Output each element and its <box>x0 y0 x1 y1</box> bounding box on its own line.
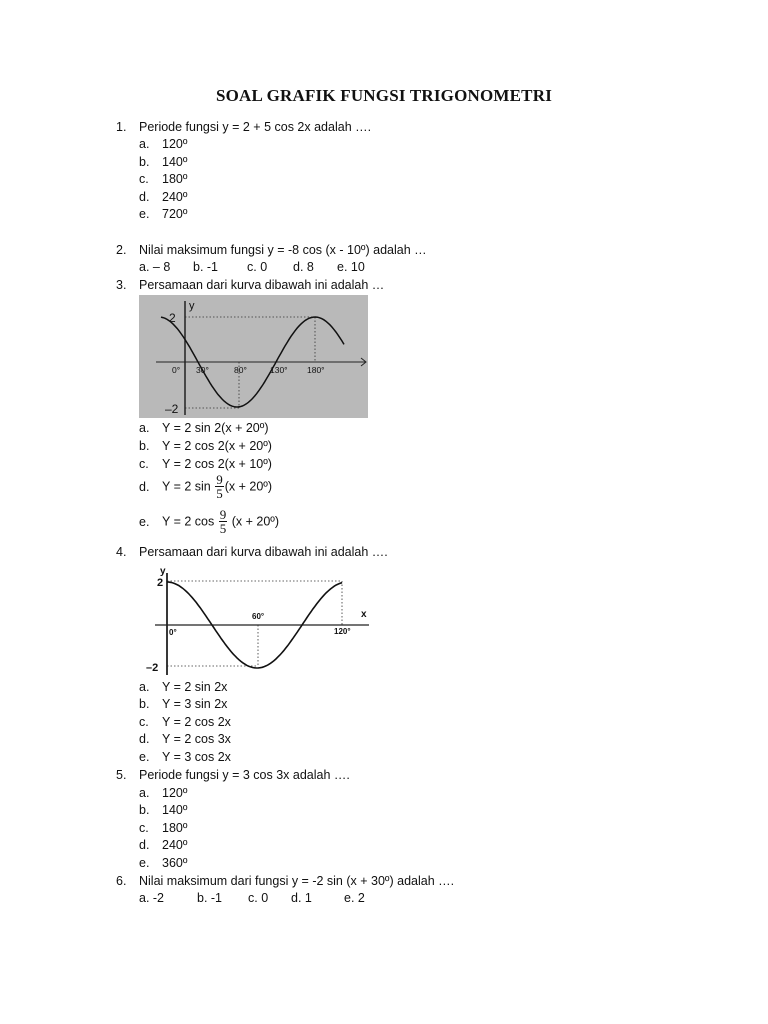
question-6 <box>116 874 454 888</box>
option-text: 180º <box>162 172 188 186</box>
option-letter: b. <box>139 803 150 817</box>
option-text: Y = 2 cos 2x <box>162 715 231 729</box>
option-letter: d. <box>139 732 150 746</box>
option-4b <box>139 697 227 711</box>
option-text: Y = 2 sin 2(x + 20º) <box>162 421 269 435</box>
option-letter: e. <box>139 514 150 529</box>
option-5a <box>139 786 187 800</box>
option-5c <box>139 821 187 835</box>
option-letter: d. <box>139 838 150 852</box>
option-text: Y = 2 cos 2(x + 20º) <box>162 439 272 453</box>
option-6e: e. 2 <box>344 891 365 905</box>
option-1b <box>139 155 187 169</box>
option-6a: a. -2 <box>139 891 165 905</box>
question-text: Nilai maksimum dari fungsi y = -2 sin (x + 30º) adalah …. <box>139 874 455 888</box>
option-3b <box>139 439 272 453</box>
option-2d: d. 8 <box>293 260 314 274</box>
option-text: 120º <box>162 786 188 800</box>
question-5 <box>116 768 350 782</box>
option-letter: a. <box>139 680 150 694</box>
y-max-label: 2 <box>169 311 176 325</box>
option-letter: a. <box>139 421 150 435</box>
option-1d <box>139 190 187 204</box>
option-letter: c. <box>139 457 149 471</box>
y-axis-label: y <box>160 566 166 577</box>
question-2 <box>116 243 427 257</box>
option-text: 120º <box>162 137 188 151</box>
option-letter: c. <box>139 172 149 186</box>
question-text: Persamaan dari kurva dibawah ini adalah … <box>139 278 385 292</box>
question-text: Periode fungsi y = 3 cos 3x adalah …. <box>139 768 350 782</box>
option-4c <box>139 715 231 729</box>
option-5b <box>139 803 187 817</box>
option-text: Y = 2 cos 2(x + 10º) <box>162 457 272 471</box>
options-row-2 <box>139 260 365 274</box>
question-4 <box>116 545 388 559</box>
x-tick-label: 30° <box>196 365 209 375</box>
option-4e <box>139 750 231 764</box>
option-1e <box>139 207 187 221</box>
question-number: 3. <box>116 278 127 292</box>
option-letter: a. <box>139 137 150 151</box>
option-letter: c. <box>139 715 149 729</box>
option-letter: b. <box>139 697 150 711</box>
question-number: 2. <box>116 243 127 257</box>
option-2a: a. – 8 <box>139 260 171 274</box>
x-tick-label: 0° <box>169 628 177 637</box>
question-number: 6. <box>116 874 127 888</box>
option-2e: e. 10 <box>337 260 365 274</box>
option-text: 140º <box>162 803 188 817</box>
y-min-label: –2 <box>165 402 179 416</box>
question-3 <box>116 278 384 292</box>
option-text: (x + 20º) <box>231 514 279 529</box>
fraction <box>219 508 228 535</box>
option-3e <box>139 508 279 535</box>
x-axis-label: x <box>361 609 367 620</box>
option-letter: b. <box>139 439 150 453</box>
option-4d <box>139 732 231 746</box>
x-tick-label: 120° <box>334 627 351 636</box>
option-letter: b. <box>139 155 150 169</box>
option-5d <box>139 838 187 852</box>
x-tick-label: 60° <box>252 612 265 621</box>
option-letter: e. <box>139 750 150 764</box>
page-title: SOAL GRAFIK FUNGSI TRIGONOMETRI <box>215 86 553 105</box>
x-tick-label: 0° <box>172 365 181 375</box>
option-text: Y = 2 cos <box>162 514 215 529</box>
option-3c <box>139 457 272 471</box>
option-2b: b. -1 <box>193 260 219 274</box>
option-text: 360º <box>162 856 188 870</box>
option-3d <box>139 473 272 500</box>
question-number: 5. <box>116 768 127 782</box>
option-text: 140º <box>162 155 188 169</box>
option-1c <box>139 172 187 186</box>
x-tick-label: 130° <box>270 365 288 375</box>
option-letter: e. <box>139 856 150 870</box>
option-3a <box>139 421 268 435</box>
question-number: 4. <box>116 545 127 559</box>
options-row-6 <box>139 891 365 905</box>
fraction <box>215 473 224 500</box>
option-text: (x + 20º) <box>224 479 273 494</box>
question-text: Persamaan dari kurva dibawah ini adalah …. <box>139 545 388 559</box>
option-text: 180º <box>162 821 188 835</box>
option-2c: c. 0 <box>247 260 268 274</box>
option-4a <box>139 680 227 694</box>
option-text: Y = 2 sin <box>162 479 211 494</box>
y-min-label: –2 <box>146 662 159 674</box>
x-tick-label: 80° <box>234 365 247 375</box>
y-axis-label: y <box>189 300 195 312</box>
graph-dotted-guides <box>167 581 342 666</box>
option-text: Y = 3 sin 2x <box>162 697 228 711</box>
option-6c: c. 0 <box>248 891 269 905</box>
graph-question-4 <box>141 565 373 678</box>
y-max-label: 2 <box>157 577 164 589</box>
option-text: Y = 2 cos 3x <box>162 732 231 746</box>
x-tick-label: 180° <box>307 365 325 375</box>
fraction-numerator: 9 <box>219 507 227 522</box>
fraction-numerator: 9 <box>216 472 223 487</box>
fraction-denominator: 5 <box>216 486 223 501</box>
option-text: Y = 3 cos 2x <box>162 750 231 764</box>
option-letter: c. <box>139 821 149 835</box>
option-1a <box>139 137 187 151</box>
question-number: 1. <box>116 120 127 134</box>
graph-question-3 <box>139 295 368 418</box>
question-1 <box>116 120 371 134</box>
option-letter: d. <box>139 190 150 204</box>
option-6b: b. -1 <box>197 891 223 905</box>
option-text: 240º <box>162 838 188 852</box>
option-letter: d. <box>139 479 150 494</box>
option-text: 240º <box>162 190 188 204</box>
option-text: 720º <box>162 207 188 221</box>
option-5e <box>139 856 187 870</box>
fraction-denominator: 5 <box>219 521 227 536</box>
option-letter: a. <box>139 786 150 800</box>
question-text: Nilai maksimum fungsi y = -8 cos (x - 10º) adalah … <box>139 243 427 257</box>
question-text: Periode fungsi y = 2 + 5 cos 2x adalah …. <box>139 120 372 134</box>
option-letter: e. <box>139 207 150 221</box>
option-text: Y = 2 sin 2x <box>162 680 228 694</box>
option-6d: d. 1 <box>291 891 312 905</box>
